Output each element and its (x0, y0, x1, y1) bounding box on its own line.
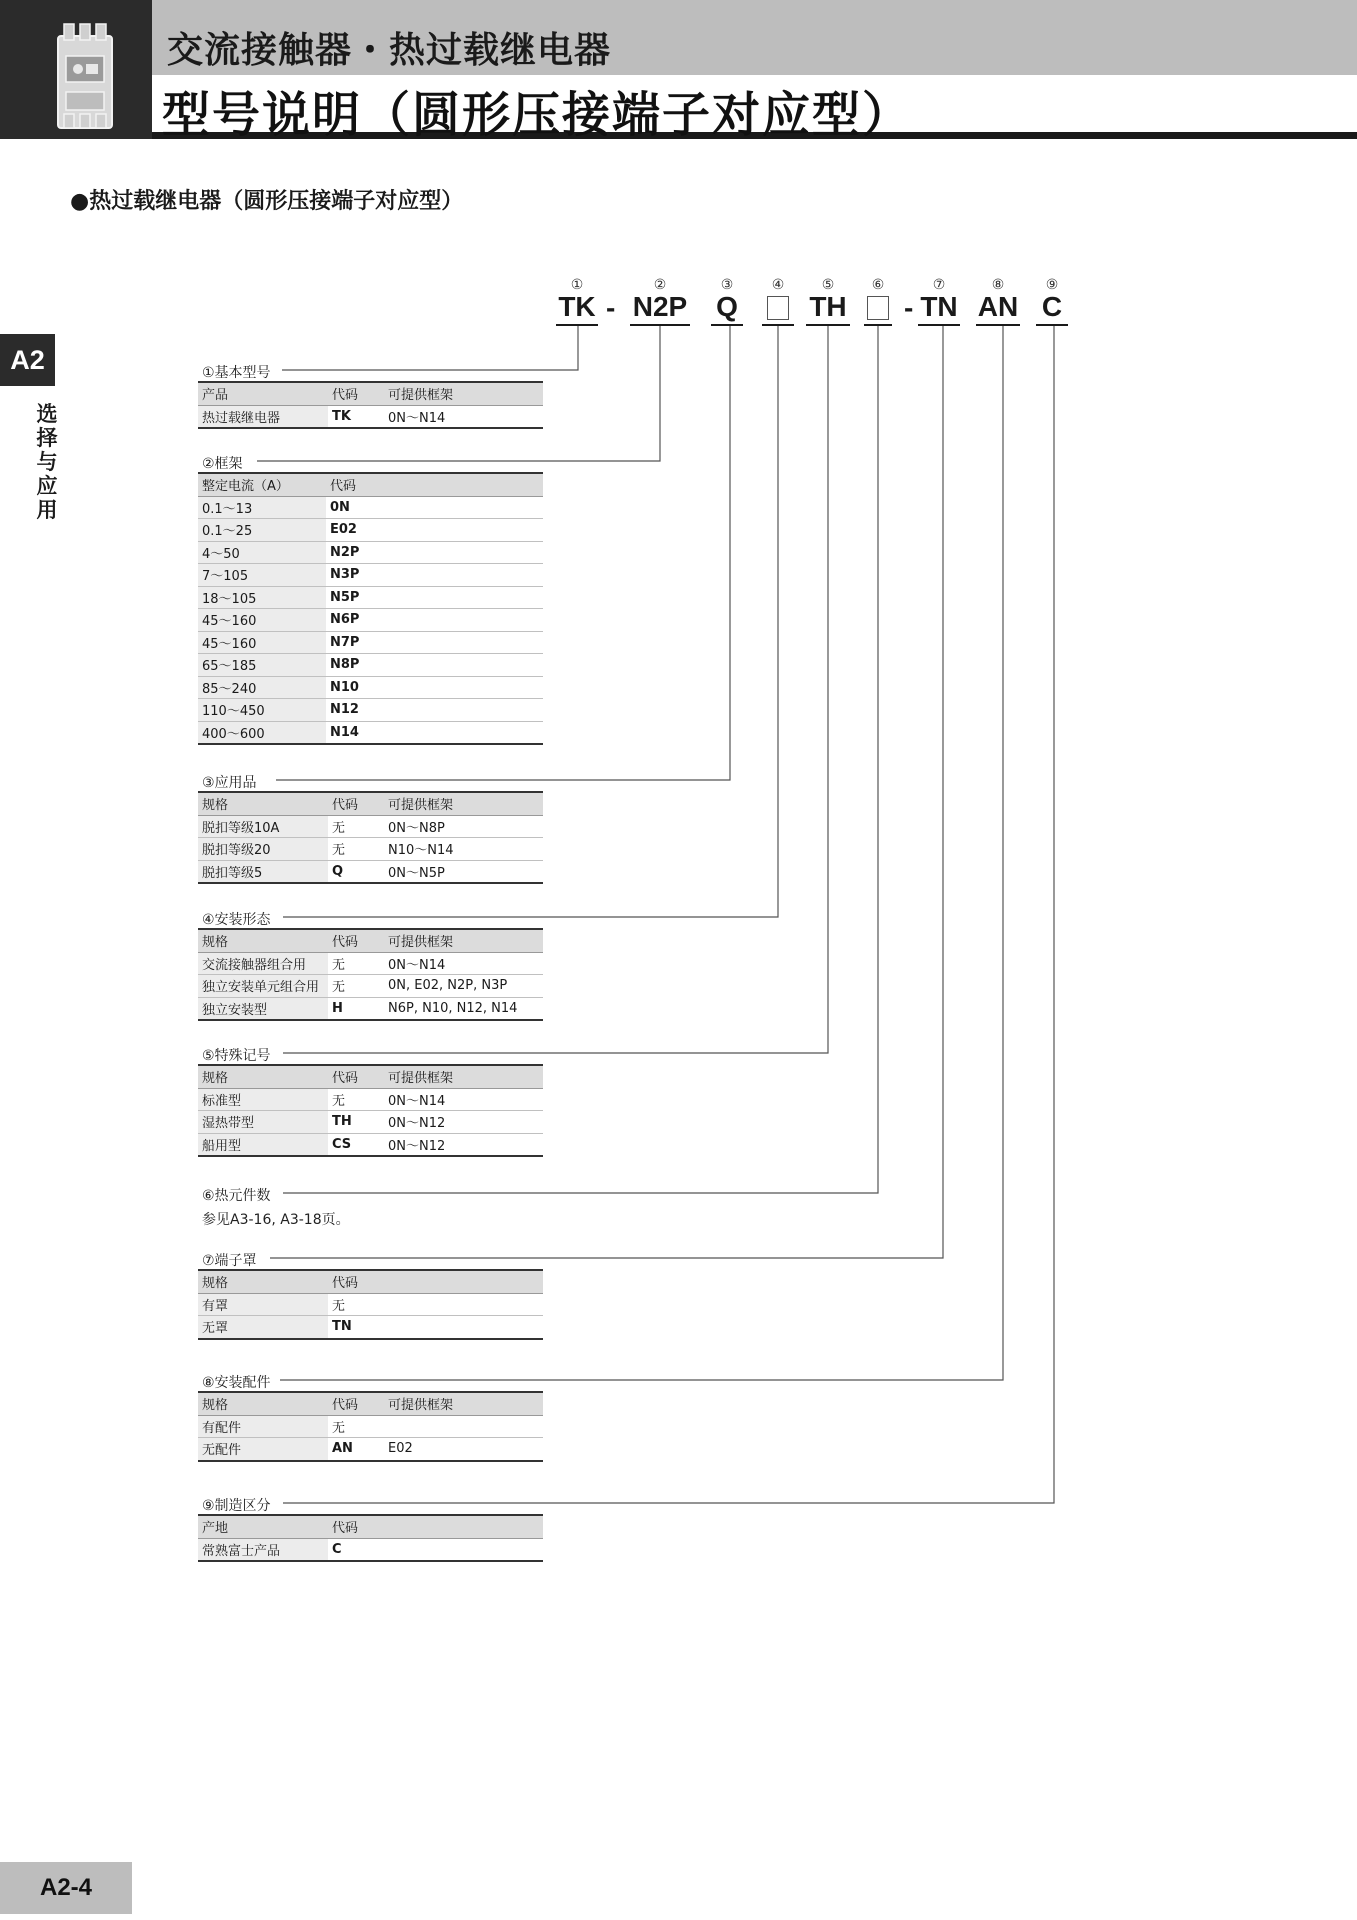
table-header-row: 规格 代码 可提供框架 (198, 929, 543, 952)
group-title-basic-model: ①基本型号 (202, 365, 271, 381)
thermal-elements-note: 参见A3-16, A3-18页。 (202, 1212, 350, 1228)
table-manufacturing (198, 1514, 543, 1562)
model-dash: - (904, 292, 914, 323)
table-row: 7～105 N3P (198, 564, 543, 587)
chapter-tab: A2 (0, 334, 55, 386)
table-header-row: 规格 代码 (198, 1270, 543, 1293)
table-row: 热过载继电器 TK 0N～N14 (198, 405, 543, 428)
table-row: 18～105 N5P (198, 586, 543, 609)
page-number: A2-4 (0, 1862, 132, 1914)
table-row: 65～185 N8P (198, 654, 543, 677)
model-segment-2: ② N2P (630, 276, 690, 326)
model-segment-6: ⑥ (864, 276, 892, 326)
table-accessories (198, 1391, 543, 1462)
group-title-thermal-elements: ⑥热元件数 (202, 1188, 271, 1204)
group-title-application: ③应用品 (202, 775, 257, 791)
table-row: 标准型 无 0N～N14 (198, 1088, 543, 1111)
table-row: 交流接触器组合用 无 0N～N14 (198, 952, 543, 975)
table-row: 45～160 N7P (198, 631, 543, 654)
table-row: 常熟富士产品 C (198, 1538, 543, 1561)
model-dash: - (606, 292, 616, 323)
header-subtitle: 交流接触器・热过载继电器 (167, 30, 612, 71)
table-mounting (198, 928, 543, 1021)
table-special-mark (198, 1064, 543, 1157)
page-title: 型号说明（圆形压接端子对应型） (162, 87, 913, 143)
model-segment-7: ⑦ TN (918, 276, 960, 326)
table-basic-model (198, 381, 543, 429)
model-segment-9: ⑨ C (1036, 276, 1068, 326)
group-title-terminal-cover: ⑦端子罩 (202, 1253, 257, 1269)
model-segment-4: ④ (762, 276, 794, 326)
table-row: 湿热带型 TH 0N～N12 (198, 1111, 543, 1134)
table-row: 110～450 N12 (198, 699, 543, 722)
group-title-accessories: ⑧安装配件 (202, 1375, 271, 1391)
chapter-label: 选择与应用 (36, 402, 58, 522)
table-header-row: 产地 代码 (198, 1515, 543, 1538)
model-segment-8: ⑧ AN (976, 276, 1020, 326)
table-row: 45～160 N6P (198, 609, 543, 632)
table-header-row: 规格 代码 可提供框架 (198, 792, 543, 815)
group-title-frame: ②框架 (202, 456, 243, 472)
table-row: 脱扣等级5 Q 0N～N5P (198, 860, 543, 883)
table-row: 85～240 N10 (198, 676, 543, 699)
table-row: 0.1～13 0N (198, 496, 543, 519)
group-title-manufacturing: ⑨制造区分 (202, 1498, 271, 1514)
table-header-row: 规格 代码 可提供框架 (198, 1392, 543, 1415)
group-title-mounting: ④安装形态 (202, 912, 271, 928)
table-row: 无罩 TN (198, 1316, 543, 1339)
table-terminal-cover (198, 1269, 543, 1340)
model-segment-5: ⑤ TH (806, 276, 850, 326)
table-row: 4～50 N2P (198, 541, 543, 564)
model-segment-1: ① TK (556, 276, 598, 326)
table-row: 有罩 无 (198, 1293, 543, 1316)
table-row: 独立安装单元组合用 无 0N, E02, N2P, N3P (198, 975, 543, 998)
model-segment-3: ③ Q (711, 276, 743, 326)
table-row: 脱扣等级20 无 N10～N14 (198, 838, 543, 861)
section-title: ●热过载继电器（圆形压接端子对应型） (70, 189, 464, 214)
table-header-row: 整定电流（A） 代码 (198, 473, 543, 496)
table-application (198, 791, 543, 884)
table-row: 脱扣等级10A 无 0N～N8P (198, 815, 543, 838)
table-row: 无配件 AN E02 (198, 1438, 543, 1461)
table-row: 船用型 CS 0N～N12 (198, 1133, 543, 1156)
table-row: 有配件 无 (198, 1415, 543, 1438)
table-header-row: 规格 代码 可提供框架 (198, 1065, 543, 1088)
table-row: 400～600 N14 (198, 721, 543, 744)
group-title-special-mark: ⑤特殊记号 (202, 1048, 271, 1064)
table-frame (198, 472, 543, 745)
table-row: 0.1～25 E02 (198, 519, 543, 542)
table-row: 独立安装型 H N6P, N10, N12, N14 (198, 997, 543, 1020)
table-header-row: 产品 代码 可提供框架 (198, 382, 543, 405)
